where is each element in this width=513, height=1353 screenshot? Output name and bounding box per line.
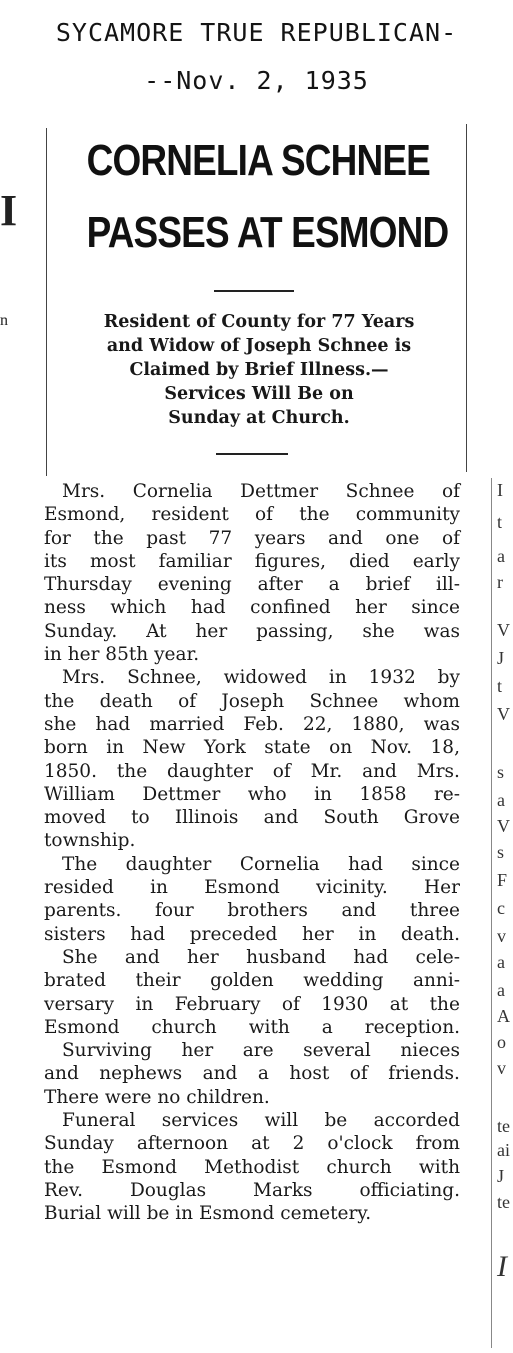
article-line: She and her husband had cele- bbox=[62, 946, 460, 968]
article-line: ness which had confined her since bbox=[44, 597, 460, 619]
article-line: There were no children. bbox=[44, 1086, 270, 1108]
adjacent-column-fragment: a bbox=[497, 952, 505, 972]
article-line: born in New York state on Nov. 18, bbox=[44, 737, 460, 759]
article-line: Thursday evening after a brief ill- bbox=[44, 574, 460, 596]
adjacent-column-fragment: J bbox=[497, 648, 505, 668]
adjacent-column-fragment: v bbox=[497, 1058, 506, 1078]
adjacent-column-fragment: te bbox=[497, 1116, 510, 1136]
adjacent-column-fragment: J bbox=[497, 1166, 505, 1186]
adjacent-column-fragment: V bbox=[497, 816, 510, 836]
subheadline bbox=[54, 310, 464, 430]
adjacent-column-fragment: V bbox=[497, 704, 510, 724]
adjacent-column-fragment: s bbox=[497, 842, 505, 862]
article-line: Mrs. Schnee, widowed in 1932 by bbox=[62, 667, 460, 689]
adjacent-column-fragment: o bbox=[497, 1032, 506, 1052]
article-line: Esmond church with a reception. bbox=[44, 1016, 460, 1038]
article-line: the death of Joseph Schnee whom bbox=[44, 690, 460, 712]
column-rule-right bbox=[466, 124, 467, 472]
article-line: Funeral services will be accorded bbox=[62, 1110, 460, 1132]
article-line: and nephews and a host of friends. bbox=[44, 1063, 460, 1085]
article-line: parents. four brothers and three bbox=[44, 900, 460, 922]
article-line: Mrs. Cornelia Dettmer Schnee of bbox=[62, 481, 460, 502]
subheadline-line: Claimed by Brief Illness.— bbox=[129, 360, 389, 380]
article-line: Sunday. At her passing, she was bbox=[44, 620, 460, 642]
article-line: resided in Esmond vicinity. Her bbox=[44, 877, 460, 899]
article-line: moved to Illinois and South Grove bbox=[44, 807, 460, 829]
adjacent-column-fragment: I bbox=[0, 186, 18, 235]
column-rule-far-right bbox=[491, 478, 492, 1348]
publication-date: --Nov. 2, 1935 bbox=[144, 66, 369, 95]
article-line: Esmond, resident of the community bbox=[44, 504, 460, 526]
adjacent-column-fragment: V bbox=[497, 620, 510, 640]
adjacent-column-fragment: te bbox=[497, 1192, 510, 1212]
adjacent-column-fragment: I bbox=[497, 480, 503, 500]
newspaper-source: SYCAMORE TRUE REPUBLICAN- bbox=[55, 18, 458, 47]
article-line: Rev. Douglas Marks officiating. bbox=[44, 1179, 460, 1201]
adjacent-column-fragment: c bbox=[497, 898, 505, 918]
adjacent-column-fragment: F bbox=[497, 870, 508, 890]
article-line: the Esmond Methodist church with bbox=[44, 1156, 460, 1178]
subheadline-line: Resident of County for 77 Years bbox=[103, 312, 415, 332]
adjacent-column-fragment: t bbox=[497, 676, 503, 696]
column-rule-left bbox=[46, 128, 47, 476]
article-line: in her 85th year. bbox=[44, 644, 200, 666]
article-line: versary in February of 1930 at the bbox=[44, 993, 460, 1015]
article-body bbox=[44, 480, 460, 1226]
subheadline-line: Services Will Be on bbox=[164, 384, 354, 404]
article-line: she had married Feb. 22, 1880, was bbox=[44, 713, 460, 735]
headline-line-2: PASSES AT ESMOND bbox=[86, 208, 449, 257]
article-line: Sunday afternoon at 2 o'clock from bbox=[44, 1133, 460, 1155]
adjacent-column-fragment: n bbox=[0, 312, 8, 329]
adjacent-column-fragment: s bbox=[497, 762, 505, 782]
adjacent-column-fragment: I bbox=[497, 1250, 507, 1283]
article-line: brated their golden wedding anni- bbox=[44, 970, 460, 992]
article-line: township. bbox=[44, 830, 136, 852]
adjacent-column-fragment: r bbox=[497, 572, 503, 592]
adjacent-column-fragment: a bbox=[497, 790, 505, 810]
adjacent-column-fragment: a bbox=[497, 546, 505, 566]
adjacent-column-fragment: A bbox=[497, 1006, 510, 1026]
article-line: sisters had preceded her in death. bbox=[44, 923, 460, 945]
adjacent-column-fragment: v bbox=[497, 926, 506, 946]
article-line: 1850. the daughter of Mr. and Mrs. bbox=[44, 760, 460, 782]
article-line: William Dettmer who in 1858 re- bbox=[44, 783, 460, 805]
subheadline-line: and Widow of Joseph Schnee is bbox=[106, 336, 412, 356]
separator-rule bbox=[214, 290, 294, 292]
article-line: The daughter Cornelia had since bbox=[62, 853, 460, 875]
subheadline-line: Sunday at Church. bbox=[168, 408, 350, 428]
adjacent-column-fragment: ai bbox=[497, 1140, 510, 1160]
adjacent-column-fragment: t bbox=[497, 512, 503, 532]
article-line: Surviving her are several nieces bbox=[62, 1040, 460, 1062]
separator-rule bbox=[216, 453, 288, 455]
article-line: Burial will be in Esmond cemetery. bbox=[44, 1203, 372, 1225]
article-line: for the past 77 years and one of bbox=[44, 527, 460, 549]
headline-line-1: CORNELIA SCHNEE bbox=[86, 136, 430, 185]
article-line: its most familiar figures, died early bbox=[44, 550, 460, 572]
adjacent-column-fragment: a bbox=[497, 980, 505, 1000]
